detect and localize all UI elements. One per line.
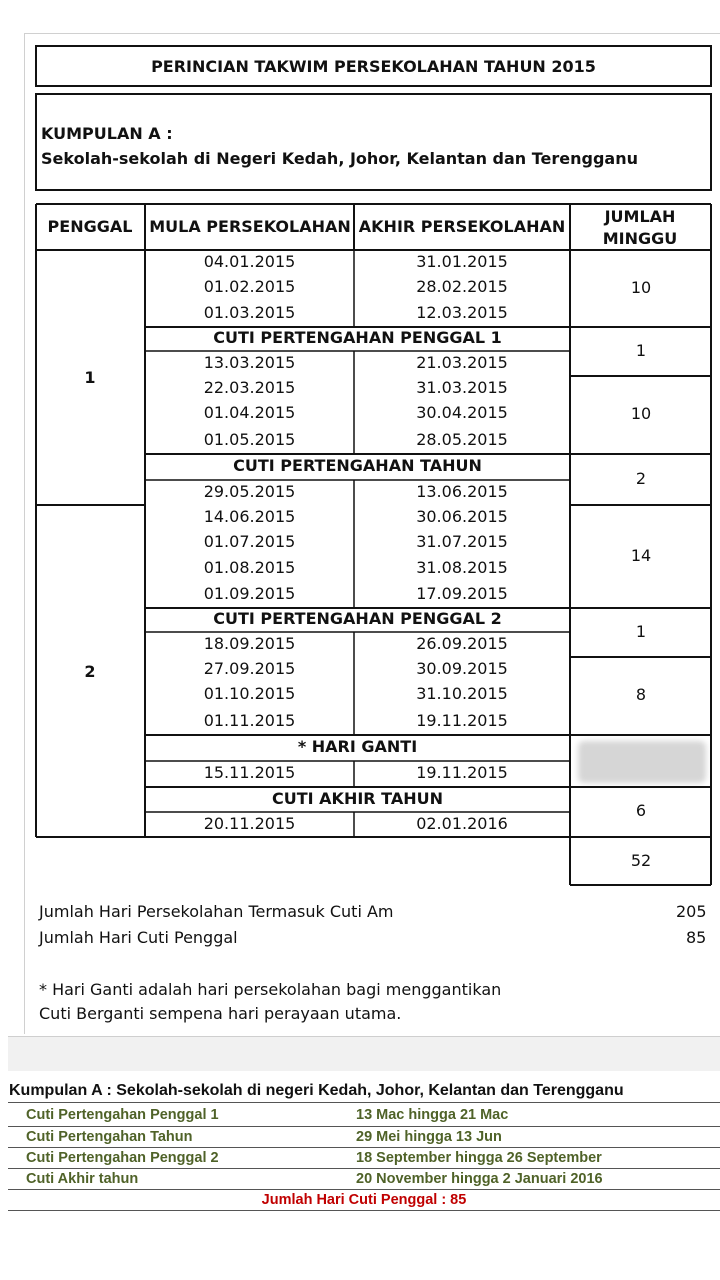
holiday-total: Jumlah Hari Cuti Penggal : 85 xyxy=(8,1190,720,1211)
akhir-date: 26.09.2015 xyxy=(416,633,508,653)
document-title-text: PERINCIAN TAKWIM PERSEKOLAHAN TAHUN 2015 xyxy=(151,56,596,76)
mula-date: 01.02.2015 xyxy=(203,276,296,296)
akhir-date: 19.11.2015 xyxy=(416,710,508,730)
weeks-value: 1 xyxy=(635,340,647,360)
mula-date: 01.05.2015 xyxy=(203,429,296,449)
holiday-dates: 18 September hingga 26 September xyxy=(346,1148,720,1169)
akhir-date: 30.06.2015 xyxy=(416,506,508,526)
mula-date: 29.05.2015 xyxy=(203,481,296,501)
weeks-value: 14 xyxy=(630,545,652,565)
weeks-value: 8 xyxy=(635,685,647,704)
mula-date: 20.11.2015 xyxy=(203,813,296,833)
penggal-1-label: 1 xyxy=(84,368,96,387)
akhir-date: 12.03.2015 xyxy=(416,302,508,322)
holiday-banner: * HARI GANTI xyxy=(297,737,418,756)
header-akhir: AKHIR PERSEKOLAHAN xyxy=(358,217,566,236)
holiday-dates: 20 November hingga 2 Januari 2016 xyxy=(346,1169,720,1190)
header-mula: MULA PERSEKOLAHAN xyxy=(149,217,351,236)
table-row xyxy=(8,1103,720,1127)
mula-date: 15.11.2015 xyxy=(203,763,296,782)
weeks-value: 2 xyxy=(635,468,647,488)
mula-date: 01.11.2015 xyxy=(203,710,296,730)
akhir-date: 28.05.2015 xyxy=(416,429,508,449)
header-penggal: PENGGAL xyxy=(47,217,133,236)
akhir-date: 31.08.2015 xyxy=(416,558,508,577)
mula-date: 04.01.2015 xyxy=(203,251,296,271)
holiday-name: Cuti Pertengahan Tahun xyxy=(8,1127,346,1148)
separator-band xyxy=(8,1036,720,1071)
header-jumlah: JUMLAH xyxy=(604,207,676,226)
mula-date: 13.03.2015 xyxy=(203,352,296,372)
holiday-dates: 29 Mei hingga 13 Jun xyxy=(346,1127,720,1148)
footnote-line-2: Cuti Berganti sempena hari perayaan utama. xyxy=(39,1004,402,1023)
akhir-date: 17.09.2015 xyxy=(416,584,508,603)
holiday-summary-table xyxy=(8,1102,720,1211)
holiday-name: Cuti Pertengahan Penggal 1 xyxy=(8,1103,346,1127)
table-row xyxy=(8,1148,720,1169)
weeks-value: 10 xyxy=(630,404,652,423)
school-days-value: 205 xyxy=(676,902,707,921)
akhir-date: 31.07.2015 xyxy=(416,532,508,551)
group-label: KUMPULAN A : xyxy=(41,124,173,143)
holiday-banner: CUTI AKHIR TAHUN xyxy=(271,788,444,808)
mula-date: 22.03.2015 xyxy=(203,377,296,397)
school-days-label: Jumlah Hari Persekolahan Termasuk Cuti Am xyxy=(39,902,394,921)
total-weeks: 52 xyxy=(630,851,652,870)
akhir-date: 31.01.2015 xyxy=(416,251,508,271)
mula-date: 01.07.2015 xyxy=(203,532,296,551)
holiday-banner: CUTI PERTENGAHAN PENGGAL 1 xyxy=(213,328,502,347)
mula-date: 27.09.2015 xyxy=(203,658,296,678)
group-states: Sekolah-sekolah di Negeri Kedah, Johor, Kelantan dan Terengganu xyxy=(41,149,638,168)
mula-date: 14.06.2015 xyxy=(203,506,296,526)
table-row xyxy=(8,1169,720,1190)
holiday-name: Cuti Pertengahan Penggal 2 xyxy=(8,1148,346,1169)
holiday-banner: CUTI PERTENGAHAN TAHUN xyxy=(233,456,482,475)
mula-date: 01.04.2015 xyxy=(203,403,296,422)
akhir-date: 02.01.2016 xyxy=(416,813,508,833)
akhir-date: 28.02.2015 xyxy=(416,276,508,296)
mula-date: 01.03.2015 xyxy=(203,302,296,322)
table-row xyxy=(8,1127,720,1148)
akhir-date: 31.03.2015 xyxy=(416,377,508,397)
holiday-days-label: Jumlah Hari Cuti Penggal xyxy=(39,928,238,947)
akhir-date: 30.04.2015 xyxy=(416,403,508,422)
weeks-value: 1 xyxy=(635,621,647,641)
akhir-date: 13.06.2015 xyxy=(416,481,508,501)
mula-date: 01.08.2015 xyxy=(203,558,296,577)
mula-date: 01.10.2015 xyxy=(203,684,296,703)
holiday-banner: CUTI PERTENGAHAN PENGGAL 2 xyxy=(213,609,502,628)
bottom-title: Kumpulan A : Sekolah-sekolah di negeri Kedah, Johor, Kelantan dan Terengganu xyxy=(9,1082,624,1099)
footnote-line-1: * Hari Ganti adalah hari persekolahan bagi menggantikan xyxy=(39,980,502,999)
weeks-value: 6 xyxy=(635,801,647,820)
akhir-date: 21.03.2015 xyxy=(416,352,508,372)
mula-date: 01.09.2015 xyxy=(203,584,296,603)
akhir-date: 30.09.2015 xyxy=(416,658,508,678)
holiday-dates: 13 Mac hingga 21 Mac xyxy=(346,1103,720,1127)
table-row-total xyxy=(8,1190,720,1211)
akhir-date: 19.11.2015 xyxy=(416,763,508,782)
weeks-value: 10 xyxy=(630,277,652,297)
penggal-2-label: 2 xyxy=(84,662,96,681)
akhir-date: 31.10.2015 xyxy=(416,684,508,703)
header-minggu: MINGGU xyxy=(602,229,678,248)
holiday-days-value: 85 xyxy=(686,928,707,947)
holiday-name: Cuti Akhir tahun xyxy=(8,1169,346,1190)
mula-date: 18.09.2015 xyxy=(203,633,296,653)
